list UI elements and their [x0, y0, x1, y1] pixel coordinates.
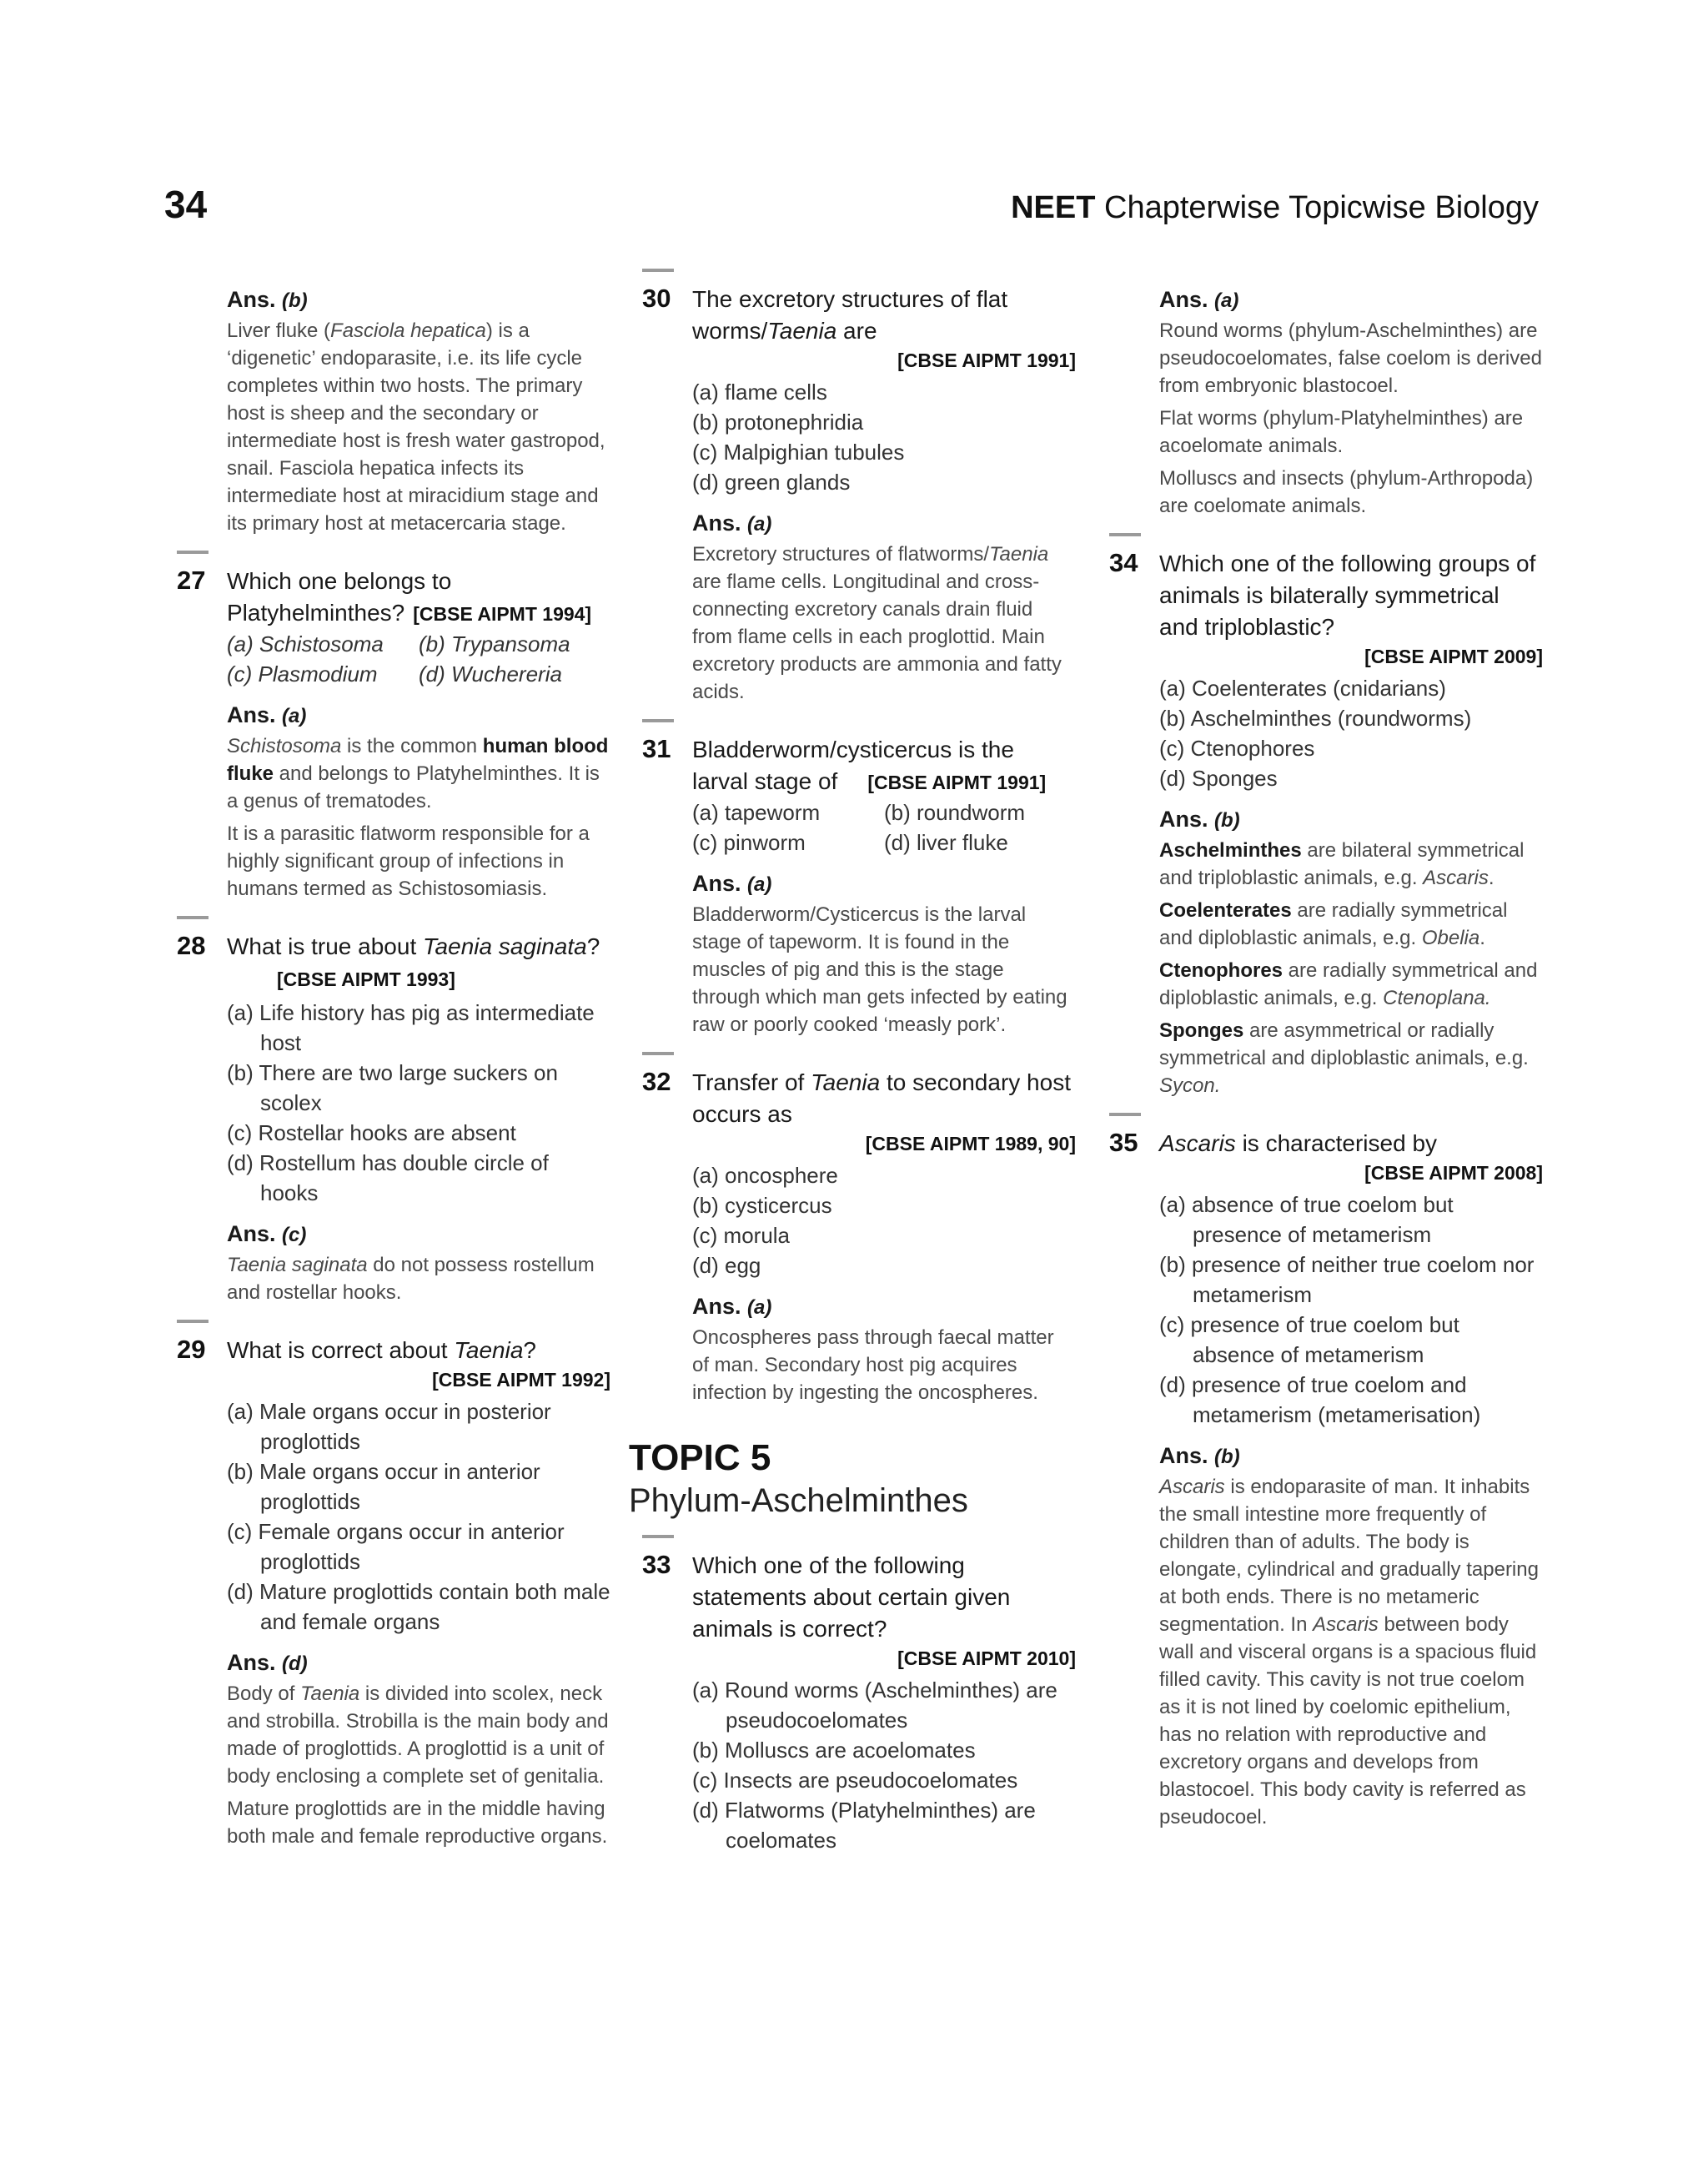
- option-a: (a) Male organs occur in posterior proglottids: [227, 1399, 551, 1454]
- option-b: (b) cysticercus: [692, 1193, 832, 1218]
- answer-text: Molluscs and insects (phylum-Arthropoda) are coelomate animals.: [1159, 467, 1534, 517]
- option-c: (c) presence of true coelom but absence of metamerism: [1159, 1312, 1459, 1367]
- option-a: (a) tapeworm: [692, 800, 821, 825]
- option-d: (d) green glands: [692, 470, 851, 495]
- question-35: [1109, 1128, 1543, 1831]
- question-text: Which one of the following statements about certain given animals is correct?: [692, 1552, 1011, 1642]
- answer-text: Schistosoma is the common human blood fluke and belongs to Platyhelminthes. It is a genus of trematodes.: [227, 735, 609, 812]
- question-31: [642, 734, 1076, 1039]
- question-text: What is correct about Taenia?: [227, 1337, 536, 1363]
- options: [1159, 1190, 1543, 1430]
- option-a: (a) flame cells: [692, 380, 827, 405]
- options: [1159, 673, 1543, 793]
- option-d: (d) Wuchereria: [419, 661, 562, 687]
- option-b: (b) protonephridia: [692, 410, 864, 435]
- option-c: (c) Malpighian tubules: [692, 440, 905, 465]
- options: [227, 1396, 610, 1637]
- topic-heading: [629, 1436, 1076, 1522]
- question-source: [CBSE AIPMT 2008]: [1364, 1162, 1543, 1184]
- question-text: Ascaris is characterised by: [1159, 1130, 1438, 1156]
- question-text: Which one belongs to Platyhelminthes? [CBSE AIPMT 1994]: [227, 568, 592, 626]
- running-head: [1011, 190, 1539, 226]
- question-34: [1109, 548, 1543, 1099]
- option-a: (a) Round worms (Aschelminthes) are pseudocoelomates: [692, 1677, 1057, 1733]
- question-29: [177, 1335, 610, 1850]
- option-a: (a) Schistosoma: [227, 631, 384, 656]
- question-source: [CBSE AIPMT 1991]: [897, 350, 1076, 371]
- question-number: 29: [177, 1335, 206, 1364]
- answer-label: Ans. (b): [227, 287, 308, 312]
- options: [227, 998, 610, 1208]
- option-b: (b) Trypansoma: [419, 631, 570, 656]
- answer-35: [1159, 1440, 1543, 1831]
- question-number: 27: [177, 566, 206, 595]
- answer-text: Ascaris is endoparasite of man. It inhabits the small intestine more frequently of children than of adults. The body is elongate, cylindrical and gradually tapering at both ends. There is no metameric segmentation. In Ascaris between body wall and visceral organs is a spacious fluid filled cavity. This cavity is not true coelom as it is not lined by coelomic epithelium, has no relation with reproductive and excretory organs and develops from blastocoel. This body cavity is referred as pseudocoel.: [1159, 1476, 1539, 1828]
- options: [692, 1160, 1076, 1280]
- running-head-bold: NEET: [1011, 190, 1096, 225]
- answer-34: [1159, 803, 1543, 1099]
- topic-subtitle: Phylum-Aschelminthes: [629, 1482, 968, 1519]
- option-b: (b) presence of neither true coelom nor metamerism: [1159, 1252, 1535, 1307]
- option-c: (c) pinworm: [692, 830, 806, 855]
- answer-text: Coelenterates are radially symmetrical and diploblastic animals, e.g. Obelia.: [1159, 899, 1508, 949]
- question-number: 28: [177, 931, 206, 960]
- options: [227, 629, 610, 689]
- question-source: [CBSE AIPMT 2009]: [1364, 646, 1543, 667]
- answer-27: [227, 699, 610, 903]
- option-d: (d) egg: [692, 1253, 761, 1278]
- question-number: 31: [642, 734, 671, 763]
- question-32: [642, 1067, 1076, 1406]
- question-number: 33: [642, 1550, 671, 1579]
- option-c: (c) Female organs occur in anterior proglottids: [227, 1519, 565, 1574]
- answer-text: Liver fluke (Fasciola hepatica) is a ‘digenetic’ endoparasite, i.e. its life cycle completes within two hosts. The primary host is sheep and the secondary or intermediate host is fresh water gastropod, snail. Fasciola hepatica infects its intermediate host at miracidium stage and its primary host at metacercaria stage.: [227, 319, 605, 535]
- question-source: [CBSE AIPMT 1994]: [413, 603, 592, 625]
- option-b: (b) roundworm: [884, 800, 1026, 825]
- answer-text: Round worms (phylum-Aschelminthes) are pseudocoelomates, false coelom is derived from embryonic blastocoel.: [1159, 319, 1542, 397]
- question-33: [642, 1550, 1076, 1855]
- option-a: (a) absence of true coelom but presence of metamerism: [1159, 1192, 1454, 1247]
- answer-32: [692, 1290, 1076, 1406]
- option-d: (d) Rostellum has double circle of hooks: [227, 1150, 549, 1205]
- question-28: [177, 931, 610, 1306]
- answer-26: [227, 284, 610, 537]
- question-text: What is true about Taenia saginata?[CBSE AIPMT 1993]: [227, 933, 600, 990]
- option-a: (a) Coelenterates (cnidarians): [1159, 676, 1446, 701]
- question-text: Transfer of Taenia to secondary host occurs as: [692, 1069, 1071, 1127]
- question-text: The excretory structures of flat worms/Taenia are: [692, 286, 1008, 344]
- column-2: [629, 284, 1076, 1867]
- question-text: Which one of the following groups of animals is bilaterally symmetrical and triploblastic?: [1159, 551, 1536, 640]
- answer-text: Flat worms (phylum-Platyhelminthes) are acoelomate animals.: [1159, 407, 1524, 457]
- topic-title: TOPIC 5: [629, 1437, 771, 1478]
- option-d: (d) liver fluke: [884, 830, 1008, 855]
- answer-label: Ans. (d): [227, 1650, 308, 1675]
- question-source: [CBSE AIPMT 1991]: [867, 772, 1047, 793]
- answer-label: Ans. (b): [1159, 807, 1240, 832]
- answer-label: Ans. (a): [692, 1294, 772, 1319]
- option-c: (c) Ctenophores: [1159, 736, 1315, 761]
- option-d: (d) presence of true coelom and metamerism (metamerisation): [1159, 1372, 1481, 1427]
- answer-30: [692, 507, 1076, 706]
- answer-text: Sponges are asymmetrical or radially symmetrical and diploblastic animals, e.g. Sycon.: [1159, 1019, 1529, 1097]
- answer-29: [227, 1647, 610, 1850]
- option-c: (c) Rostellar hooks are absent: [227, 1120, 516, 1145]
- answer-text: Aschelminthes are bilateral symmetrical and triploblastic animals, e.g. Ascaris.: [1159, 839, 1525, 889]
- question-number: 34: [1109, 548, 1138, 577]
- answer-label: Ans. (a): [1159, 287, 1239, 312]
- option-b: (b) There are two large suckers on scolex: [227, 1060, 558, 1115]
- question-text: Bladderworm/cysticercus is the larval stage of [CBSE AIPMT 1991]: [692, 737, 1047, 794]
- answer-33: [1159, 284, 1543, 520]
- option-a: (a) oncosphere: [692, 1163, 838, 1188]
- answer-text: It is a parasitic flatworm responsible for a highly significant group of infections in humans termed as Schistosomiasis.: [227, 822, 590, 900]
- option-c: (c) morula: [692, 1223, 791, 1248]
- option-d: (d) Flatworms (Platyhelminthes) are coelomates: [692, 1798, 1036, 1853]
- question-27: [177, 566, 610, 903]
- option-d: (d) Sponges: [1159, 766, 1278, 791]
- answer-text: Ctenophores are radially symmetrical and diploblastic animals, e.g. Ctenoplana.: [1159, 959, 1538, 1009]
- option-b: (b) Male organs occur in anterior proglottids: [227, 1459, 540, 1514]
- column-3: [1109, 284, 1543, 1843]
- option-c: (c) Insects are pseudocoelomates: [692, 1768, 1018, 1793]
- answer-label: Ans. (a): [692, 511, 772, 536]
- option-d: (d) Mature proglottids contain both male and female organs: [227, 1579, 610, 1634]
- running-head-rest: Chapterwise Topicwise Biology: [1095, 190, 1539, 225]
- answer-text: Excretory structures of flatworms/Taenia are flame cells. Longitudinal and cross-connecting excretory canals drain fluid from flame cells in each proglottid. Main excretory products are ammonia and fatty acids.: [692, 543, 1062, 703]
- option-a: (a) Life history has pig as intermediate host: [227, 1000, 595, 1055]
- option-c: (c) Plasmodium: [227, 661, 378, 687]
- answer-text: Mature proglottids are in the middle having both male and female reproductive organs.: [227, 1798, 608, 1848]
- options: [692, 1675, 1076, 1855]
- column-1: [177, 284, 610, 1862]
- question-30: [642, 284, 1076, 706]
- page-number: 34: [164, 183, 208, 226]
- options: [692, 377, 1076, 497]
- answer-31: [692, 868, 1076, 1039]
- answer-label: Ans. (a): [692, 871, 772, 896]
- option-b: (b) Molluscs are acoelomates: [692, 1738, 976, 1763]
- question-source: [CBSE AIPMT 1993]: [277, 968, 455, 990]
- answer-text: Oncospheres pass through faecal matter of man. Secondary host pig acquires infection by ingesting the oncospheres.: [692, 1326, 1054, 1404]
- answer-label: Ans. (c): [227, 1221, 307, 1246]
- option-b: (b) Aschelminthes (roundworms): [1159, 706, 1472, 731]
- question-source: [CBSE AIPMT 1992]: [432, 1369, 610, 1391]
- question-number: 30: [642, 284, 671, 313]
- question-source: [CBSE AIPMT 1989, 90]: [865, 1133, 1076, 1154]
- answer-28: [227, 1218, 610, 1306]
- question-source: [CBSE AIPMT 2010]: [897, 1647, 1076, 1669]
- answer-label: Ans. (b): [1159, 1443, 1240, 1468]
- answer-label: Ans. (a): [227, 702, 307, 727]
- answer-text: Body of Taenia is divided into scolex, neck and strobilla. Strobilla is the main body and made of proglottids. A proglottid is a unit of body enclosing a complete set of genitalia.: [227, 1683, 609, 1788]
- answer-text: Bladderworm/Cysticercus is the larval stage of tapeworm. It is found in the muscles of pig and this is the stage through which man gets infected by eating raw or poorly cooked ‘measly pork’.: [692, 903, 1068, 1036]
- question-number: 35: [1109, 1128, 1138, 1157]
- answer-text: Taenia saginata do not possess rostellum and rostellar hooks.: [227, 1254, 595, 1304]
- question-number: 32: [642, 1067, 671, 1096]
- options: [692, 797, 1076, 858]
